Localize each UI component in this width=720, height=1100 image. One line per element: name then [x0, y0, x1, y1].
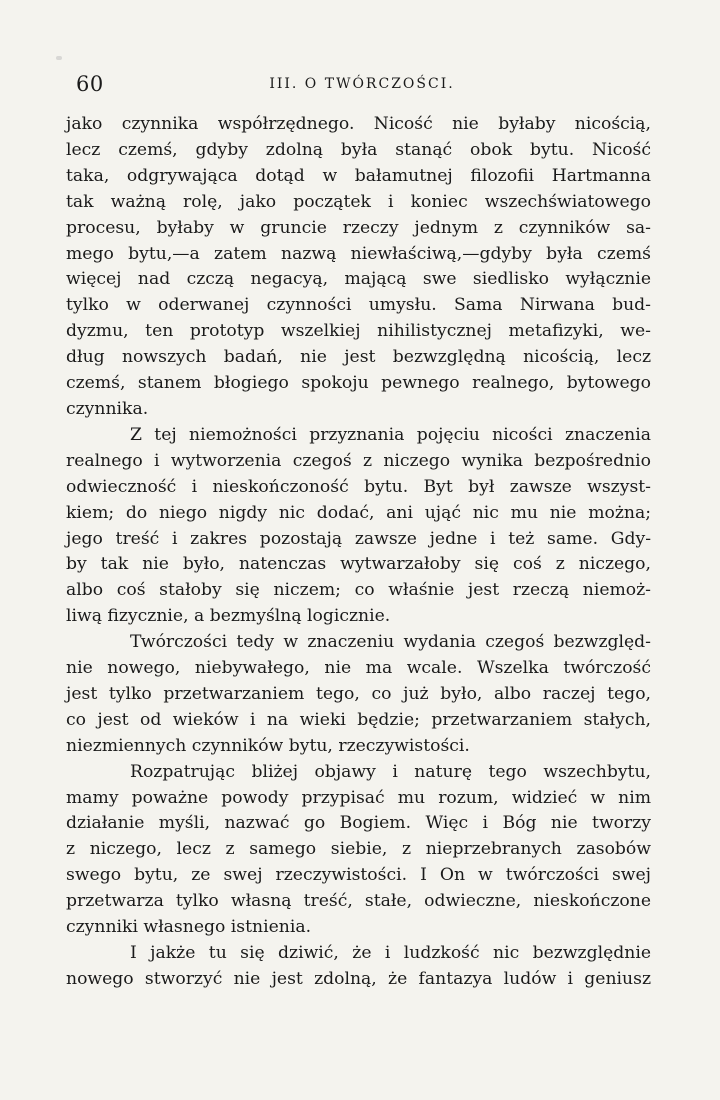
text-line: Z tej niemożności przyznania pojęciu nicości znaczenia [130, 424, 651, 445]
text-line: czemś, stanem błogiego spokoju pewnego realnego, bytowego [66, 373, 651, 394]
page-header [72, 72, 652, 100]
text-line: z niczego, lecz z samego siebie, z nieprzebranych zasobów [66, 839, 651, 860]
text-line: jest tylko przetwarzaniem tego, co już było, albo raczej tego, [66, 683, 651, 704]
text-line: Twórczości tedy w znaczeniu wydania czegoś bezwzględ- [130, 632, 651, 653]
text-line: co jest od wieków i na wieki będzie; przetwarzaniem stałych, [66, 709, 651, 730]
text-line: jako czynnika współrzędnego. Nicość nie byłaby nicością, [66, 114, 651, 134]
text-line: kiem; do niego nigdy nic dodać, ani ująć nic mu nie można; [66, 502, 651, 523]
text-line: swego bytu, ze swej rzeczywistości. I On w twórczości swej [66, 865, 651, 886]
running-title: III. O TWÓRCZOŚCI. [269, 76, 455, 92]
text-line: czynniki własnego istnienia. [66, 917, 312, 938]
text-line: jego treść i zakres pozostają zawsze jedne i też same. Gdy- [66, 528, 651, 549]
text-line: niezmiennych czynników bytu, rzeczywistości. [66, 735, 470, 756]
scan-speck [56, 56, 62, 60]
text-line: by tak nie było, natenczas wytwarzałoby się coś z niczego, [66, 554, 651, 575]
text-line: więcej nad czczą negacyą, mającą swe siedlisko wyłącznie [66, 269, 651, 290]
text-line: taka, odgrywająca dotąd w bałamutnej filozofii Hartmanna [66, 165, 651, 186]
text-line: I jakże tu się dziwić, że i ludzkość nic bezwzględnie [130, 943, 651, 963]
text-line: tak ważną rolę, jako początek i koniec wszechświatowego [66, 191, 651, 212]
text-line: działanie myśli, nazwać go Bogiem. Więc i Bóg nie tworzy [66, 813, 651, 834]
text-line: nie nowego, niebywałego, nie ma wcale. Wszelka twórczość [66, 658, 651, 679]
page-number: 60 [76, 72, 104, 96]
text-line: realnego i wytworzenia czegoś z niczego wynika bezpośrednio [66, 450, 651, 471]
text-line: mego bytu,—a zatem nazwą niewłaściwą,—gdyby była czemś [66, 243, 651, 264]
text-line: procesu, byłaby w gruncie rzeczy jednym z czynników sa- [66, 217, 651, 238]
text-line: liwą fizycznie, a bezmyślną logicznie. [66, 606, 391, 627]
text-line: albo coś stałoby się niczem; co właśnie jest rzeczą niemoż- [66, 580, 651, 601]
text-line: mamy poważne powody przypisać mu rozum, widzieć w nim [66, 787, 651, 808]
text-line: Rozpatrując bliżej objawy i naturę tego wszechbytu, [130, 761, 651, 782]
text-line: czynnika. [66, 398, 149, 419]
text-line: tylko w oderwanej czynności umysłu. Sama Nirwana bud- [66, 295, 651, 316]
text-line: nowego stworzyć nie jest zdolną, że fantazya ludów i geniusz [66, 968, 651, 989]
text-line: dług nowszych badań, nie jest bezwzględną nicością, lecz [66, 347, 651, 368]
text-line: dyzmu, ten prototyp wszelkiej nihilistycznej metafizyki, we- [66, 321, 651, 342]
body-text [66, 112, 651, 993]
text-line: lecz czemś, gdyby zdolną była stanąć obok bytu. Nicość [66, 139, 651, 160]
text-line: przetwarza tylko własną treść, stałe, odwieczne, nieskończone [66, 891, 651, 912]
text-line: odwieczność i nieskończoność bytu. Byt był zawsze wszyst- [66, 476, 651, 497]
